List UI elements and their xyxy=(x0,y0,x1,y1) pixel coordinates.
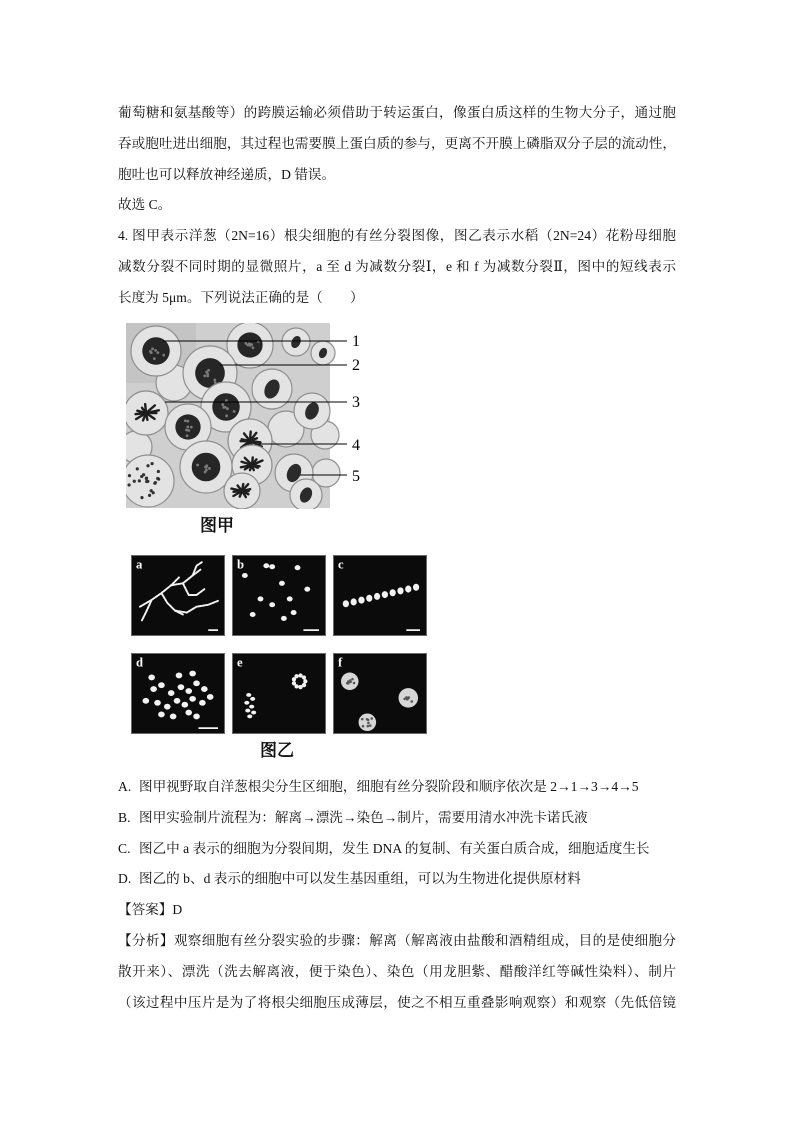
chromatin-speckle xyxy=(369,724,372,727)
chromatin-speckle xyxy=(224,406,227,409)
chromatin-speckle xyxy=(151,347,154,350)
cell xyxy=(294,393,330,429)
chromosome-spot xyxy=(269,602,275,607)
chromosome-spot xyxy=(366,595,372,602)
explanation-line: 吞或胞吐进出细胞，其过程也需要膜上蛋白质的参与，更离不开膜上磷脂双分子层的流动性， xyxy=(118,135,676,151)
answer-value: D xyxy=(172,902,183,918)
chromatin-speckle xyxy=(186,434,189,437)
cell xyxy=(290,479,322,509)
chromatin-speckle xyxy=(370,717,373,720)
chromatin-speckle xyxy=(353,682,356,685)
chromosome-spot xyxy=(405,586,411,593)
analysis-label: 【分析】 xyxy=(118,932,174,948)
chromatin-speckle xyxy=(367,722,370,725)
chromatin-speckle xyxy=(154,481,157,484)
chromatin-speckle xyxy=(154,349,157,352)
option-text: 图甲视野取自洋葱根尖分生区细胞，细胞有丝分裂阶段和顺序依次是 2→1→3→4→5 xyxy=(139,779,639,794)
chromatin-speckle xyxy=(205,371,208,374)
chromatin-speckle xyxy=(361,718,364,721)
question-stem-line: 4. 图甲表示洋葱（2N=16）根尖细胞的有丝分裂图像，图乙表示水稻（2N=24）花粉母细胞 xyxy=(118,228,676,244)
chromatin-speckle xyxy=(225,414,228,417)
option-label: A. xyxy=(118,779,132,794)
figure-jia xyxy=(126,323,366,509)
analysis-line: （该过程中压片是为了将根尖细胞压成薄层，使之不相互重叠影响观察）和观察（先低倍镜 xyxy=(118,994,676,1010)
chromosome-spot xyxy=(263,563,269,568)
chromatin-speckle xyxy=(346,682,349,685)
chromatin-speckle xyxy=(244,342,247,345)
chromatin-speckle xyxy=(362,725,365,728)
option-d xyxy=(118,864,676,895)
chromosome-spot xyxy=(174,698,181,704)
chromatin-speckle xyxy=(190,426,193,429)
chromatin-speckle xyxy=(152,491,155,494)
chromosome-spot xyxy=(374,593,380,600)
chromosome-spot xyxy=(244,701,249,705)
chromosome-spot xyxy=(390,589,396,596)
chromatin-speckle xyxy=(206,375,209,378)
chromosome-spot xyxy=(287,596,293,601)
chromosome-spot xyxy=(164,704,171,710)
option-text: 图乙的 b、d 表示的细胞中可以发生基因重组，可以为生物进化提供原材料 xyxy=(139,871,581,887)
chromatin-speckle xyxy=(225,399,228,402)
chromosome-spot xyxy=(295,565,301,570)
chromatin-speckle xyxy=(214,381,217,384)
chromatin-speckle xyxy=(157,470,160,473)
panel-background xyxy=(132,654,224,733)
figure-yi-panel-f xyxy=(333,653,427,734)
option-label: B. xyxy=(118,809,131,825)
panel-label: c xyxy=(338,557,344,572)
chromatin-speckle xyxy=(187,429,190,432)
chromatin-speckle xyxy=(146,480,149,483)
option-text: 图乙中 a 表示的细胞为分裂间期，发生 DNA 的复制、有关蛋白质合成，细胞适度生长 xyxy=(139,840,650,856)
analysis-text: 观察细胞有丝分裂实验的步骤：解离（解离液由盐酸和酒精组成，目的是使细胞分 xyxy=(173,932,677,948)
chromatin-speckle xyxy=(367,719,370,722)
chromatin-speckle xyxy=(146,464,149,467)
panel-label: a xyxy=(136,557,143,572)
chromatin-speckle xyxy=(162,354,165,357)
chromosome-spot xyxy=(249,705,254,709)
chromosome-spot xyxy=(291,610,297,615)
chromatin-speckle xyxy=(196,464,199,467)
figure-jia-label: 3 xyxy=(352,394,360,411)
answer-line xyxy=(118,895,676,926)
upper-text-block xyxy=(118,98,676,314)
chromosome-spot xyxy=(185,688,192,694)
chromatin-speckle xyxy=(233,410,236,413)
nucleus xyxy=(359,713,377,731)
figure-yi-panel-b xyxy=(232,555,326,636)
chromosome-spot xyxy=(193,680,200,686)
chromosome-spot xyxy=(358,597,364,604)
chromatin-speckle xyxy=(140,496,143,499)
figure-yi-caption: 图乙 xyxy=(260,741,294,761)
chromosome-spot xyxy=(413,584,419,591)
chromatin-speckle xyxy=(140,475,143,478)
chromosome-spot xyxy=(176,673,183,679)
chromosome-spot xyxy=(382,591,388,598)
figure-yi-panel-a xyxy=(131,555,225,636)
chromosome-spot xyxy=(242,573,248,578)
chromatin-speckle xyxy=(145,476,148,479)
panel-background xyxy=(233,556,325,635)
chromatin-speckle xyxy=(150,351,153,354)
chromosome-spot xyxy=(303,679,307,683)
option-text: 图甲实验制片流程为：解离→漂洗→染色→制片，需要用清水冲洗卡诺氏液 xyxy=(139,809,588,825)
chromosome-spot xyxy=(250,612,256,617)
figure-jia-caption: 图甲 xyxy=(200,516,234,536)
panel-label: e xyxy=(237,655,243,670)
chromatin-speckle xyxy=(205,469,208,472)
chromosome-spot xyxy=(193,713,200,719)
figure-yi-panel-c xyxy=(333,555,427,636)
chromosome-spot xyxy=(281,616,287,621)
panel-micrograph xyxy=(233,556,325,635)
option-label: D. xyxy=(118,871,132,887)
chromatin-speckle xyxy=(226,407,229,410)
chromatin-speckle xyxy=(250,343,253,346)
chromatin-speckle xyxy=(128,483,131,486)
explanation-line: 葡萄糖和氨基酸等）的跨膜运输必须借助于转运蛋白，像蛋白质这样的生物大分子，通过胞 xyxy=(118,105,676,120)
chromatin-speckle xyxy=(186,426,189,429)
chromosome-spot xyxy=(199,700,206,706)
chromosome-spot xyxy=(150,686,157,692)
chromatin-speckle xyxy=(133,480,136,483)
chromatin-speckle xyxy=(203,374,206,377)
panel-background xyxy=(233,654,325,733)
panel-label: b xyxy=(237,557,245,572)
chromosome-spot xyxy=(142,698,149,704)
panel-label: f xyxy=(338,655,343,670)
explanation-line: 胞吐也可以释放神经递质，D 错误。 xyxy=(118,166,336,182)
chromosome-spot xyxy=(201,686,208,692)
analysis-line xyxy=(118,926,676,957)
chromosome-spot xyxy=(397,587,403,594)
chromosome-spot xyxy=(189,696,196,702)
cell xyxy=(224,473,260,509)
figure-yi-panel-e xyxy=(232,653,326,734)
chromosome-spot xyxy=(185,710,192,716)
panel-background xyxy=(132,556,224,635)
chromosome-spot xyxy=(250,697,255,701)
panel-label: d xyxy=(136,655,144,670)
chromosome-spot xyxy=(251,711,256,715)
figure-jia-label: 1 xyxy=(352,333,360,350)
chromatin-speckle xyxy=(186,420,189,423)
chromatin-speckle xyxy=(406,698,409,701)
chromatin-speckle xyxy=(348,680,351,683)
chromosome-spot xyxy=(182,702,189,708)
chromosome-spot xyxy=(178,684,185,690)
panel-micrograph xyxy=(334,654,426,733)
chromatin-speckle xyxy=(136,467,139,470)
chromatin-speckle xyxy=(138,479,141,482)
question-stem-line: 长度为 5μm。下列说法正确的是（ ） xyxy=(118,289,364,305)
chromatin-speckle xyxy=(204,466,207,469)
micrograph-jia xyxy=(126,323,340,509)
chromosome-spot xyxy=(170,713,177,719)
chromosome-spot xyxy=(246,693,251,697)
panel-micrograph xyxy=(132,654,224,733)
chromosome-spot xyxy=(245,709,250,713)
chromatin-speckle xyxy=(410,700,413,703)
cell xyxy=(252,369,292,409)
figure-jia-label: 4 xyxy=(352,437,360,454)
chromosome-spot xyxy=(154,700,161,706)
chromatin-speckle xyxy=(252,346,255,349)
chromatin-speckle xyxy=(156,351,159,354)
chromatin-speckle xyxy=(128,474,131,477)
lower-text-block xyxy=(118,772,676,1018)
chromosome-spot xyxy=(168,690,175,696)
figure-jia-label: 5 xyxy=(352,468,360,485)
analysis-line: 散开来）、漂洗（洗去解离液，便于染色）、染色（用龙胆紫、醋酸洋红等碱性染料）、制片 xyxy=(118,963,676,979)
figure-yi-panel-d xyxy=(131,653,225,734)
panel-micrograph xyxy=(132,556,224,635)
chromatin-speckle xyxy=(221,403,224,406)
chromosome-spot xyxy=(292,681,296,685)
chromatin-speckle xyxy=(153,357,156,360)
option-label: C. xyxy=(118,840,131,856)
figure-jia-label: 2 xyxy=(352,357,360,374)
option-c xyxy=(118,834,676,865)
chromatin-speckle xyxy=(208,467,211,470)
panel-micrograph xyxy=(334,556,426,635)
option-a xyxy=(118,772,676,803)
chromosome-spot xyxy=(258,596,264,601)
chromosome-spot xyxy=(207,694,214,700)
chromatin-speckle xyxy=(351,678,354,681)
chromatin-speckle xyxy=(150,462,153,465)
chromosome-spot xyxy=(294,674,298,678)
chromosome-spot xyxy=(148,674,155,680)
chromosome-spot xyxy=(351,598,357,605)
chromatin-speckle xyxy=(184,419,187,422)
chromosome-spot xyxy=(269,564,275,569)
cell xyxy=(311,341,335,365)
chromosome-spot xyxy=(343,600,349,607)
cell xyxy=(131,326,181,376)
figure-jia-labels xyxy=(352,333,360,485)
panel-micrograph xyxy=(233,654,325,733)
chromatin-speckle xyxy=(213,378,216,381)
chromosome-spot xyxy=(279,581,285,586)
cell xyxy=(126,391,168,435)
chromatin-speckle xyxy=(367,725,370,728)
option-b xyxy=(118,803,676,834)
question-stem-line: 减数分裂不同时期的显微照片，a 至 d 为减数分裂Ⅰ，e 和 f 为减数分裂Ⅱ，图中的短线表示 xyxy=(118,258,676,274)
cell xyxy=(126,455,174,507)
cell xyxy=(180,441,232,493)
chromosome-spot xyxy=(247,714,252,718)
cell xyxy=(282,328,310,356)
chromosome-spot xyxy=(304,587,310,592)
chromatin-speckle xyxy=(148,494,151,497)
chromosome-spot xyxy=(189,671,196,677)
chromosome-spot xyxy=(158,682,165,688)
chromosome-spot xyxy=(298,685,302,689)
chromatin-speckle xyxy=(156,477,159,480)
chromosome-spot xyxy=(302,675,306,679)
answer-label: 【答案】 xyxy=(118,902,173,918)
previous-conclusion: 故选 C。 xyxy=(118,197,172,213)
chromosome-spot xyxy=(158,712,165,718)
